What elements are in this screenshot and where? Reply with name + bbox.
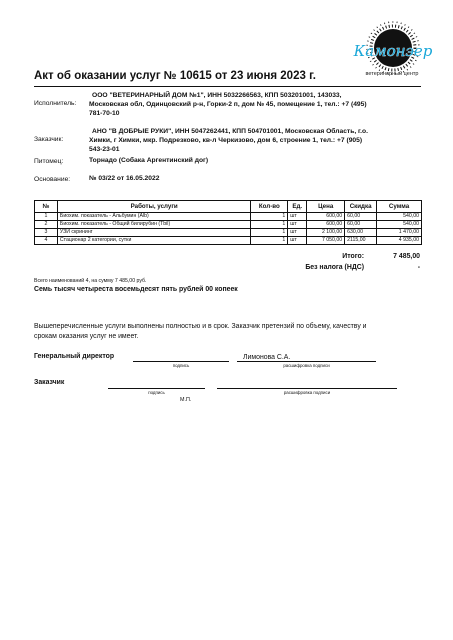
basis-label: Основание: [34,176,71,183]
table-row [35,213,422,221]
price: 600,00 [307,213,345,221]
discount: 630,00 [345,229,377,237]
title-underline [34,86,421,87]
customer-signature-label: Заказчик [34,379,65,386]
column-header: Сумма [377,201,422,213]
customer-line: АНО "В ДОБРЫЕ РУКИ", ИНН 5047262441, КПП 504701001, Московская Область, г.о. [92,128,368,135]
logo-caption: ветеринарный центр [365,71,419,77]
discount: 60,00 [345,221,377,229]
customer-line: 543-23-01 [89,146,120,154]
sum: 540,00 [377,213,422,221]
director-name: Лимонова С.А. [243,354,291,361]
quantity: 1 [251,237,288,245]
vat-value: - [417,264,420,271]
decoding-caption: расшифровка подписи [283,363,330,368]
customer-line: Химки, г Химки, мкр. Подрезково, кв-л Черкизово, дом 6, строение 1, тел.: +7 (905) [89,137,363,145]
column-header: Скидка [345,201,377,213]
items-count-line: Всего наименований 4, на сумму 7 485,00 руб. [34,278,147,284]
statement-line: Вышеперечисленные услуги выполнены полностью и в срок. Заказчик претензий по объему, качеству и [34,323,367,330]
sum: 4 935,00 [377,237,422,245]
stamp-placeholder: М.П. [180,397,192,403]
customer-details [89,127,429,155]
row-number: 2 [35,221,58,229]
service-name: Биохим. показатель - Альбумин (Alb) [57,213,250,221]
pet-value: Торнадо (Собака Аргентинский дог) [89,157,209,164]
unit: шт [288,213,307,221]
service-name: УЗИ скрининг [57,229,250,237]
logo-lettering: Камонэер [353,42,433,60]
customer-label: Заказчик: [34,136,64,143]
table-row [35,237,422,245]
executor-line: 781-70-10 [89,110,120,118]
price: 7 050,00 [307,237,345,245]
column-header: Кол-во [251,201,288,213]
sum: 540,00 [377,221,422,229]
director-name-line [237,361,376,362]
service-name: Биохим. показатель - Общий билирубин (Tbil) [57,221,250,229]
customer-name-line [217,388,397,389]
executor-line: Московская обл, Одинцовский р-н, Горки-2 п, дом № 45, помещение 1, тел.: +7 (495) [89,101,367,109]
signature-caption: подпись [172,363,190,368]
discount: 2115,00 [345,237,377,245]
document-title: Акт об оказании услуг № 10615 от 23 июня 2023 г. [34,70,316,82]
row-number: 1 [35,213,58,221]
director-label: Генеральный директор [34,353,115,360]
unit: шт [288,221,307,229]
table-row [35,221,422,229]
table-row [35,229,422,237]
basis-value: № 03/22 от 16.05.2022 [89,175,160,182]
column-header: Работы, услуги [57,201,250,213]
row-number: 3 [35,229,58,237]
services-table [34,200,422,245]
price: 600,00 [307,221,345,229]
signature-caption: подпись [148,390,165,395]
unit: шт [288,229,307,237]
price: 2 100,00 [307,229,345,237]
decoding-caption: расшифровка подписи [283,390,331,395]
row-number: 4 [35,237,58,245]
quantity: 1 [251,221,288,229]
column-header: Ед. [288,201,307,213]
column-header: № [35,201,58,213]
statement-line: срокам оказания услуг не имеет. [34,333,139,340]
director-signature-line [133,361,229,362]
table-header-row [35,201,422,213]
executor-line: ООО "ВЕТЕРИНАРНЫЙ ДОМ №1", ИНН 5032266563, КПП 503201001, 143033, [92,92,342,99]
quantity: 1 [251,213,288,221]
vat-label: Без налога (НДС) [305,264,364,271]
pet-label: Питомец: [34,158,64,165]
quantity: 1 [251,229,288,237]
total-value: 7 485,00 [393,253,420,260]
unit: шт [288,237,307,245]
service-name: Стационар 2 категории, сутки [57,237,250,245]
sum: 1 470,00 [377,229,422,237]
executor-label: Исполнитель: [34,100,77,107]
total-label: Итого: [342,253,364,260]
executor-details [89,91,429,119]
customer-signature-line [108,388,205,389]
amount-in-words: Семь тысяч четыреста восемьдесят пять рублей 00 копеек [34,286,238,293]
column-header: Цена [307,201,345,213]
discount: 60,00 [345,213,377,221]
completion-statement [34,322,434,342]
